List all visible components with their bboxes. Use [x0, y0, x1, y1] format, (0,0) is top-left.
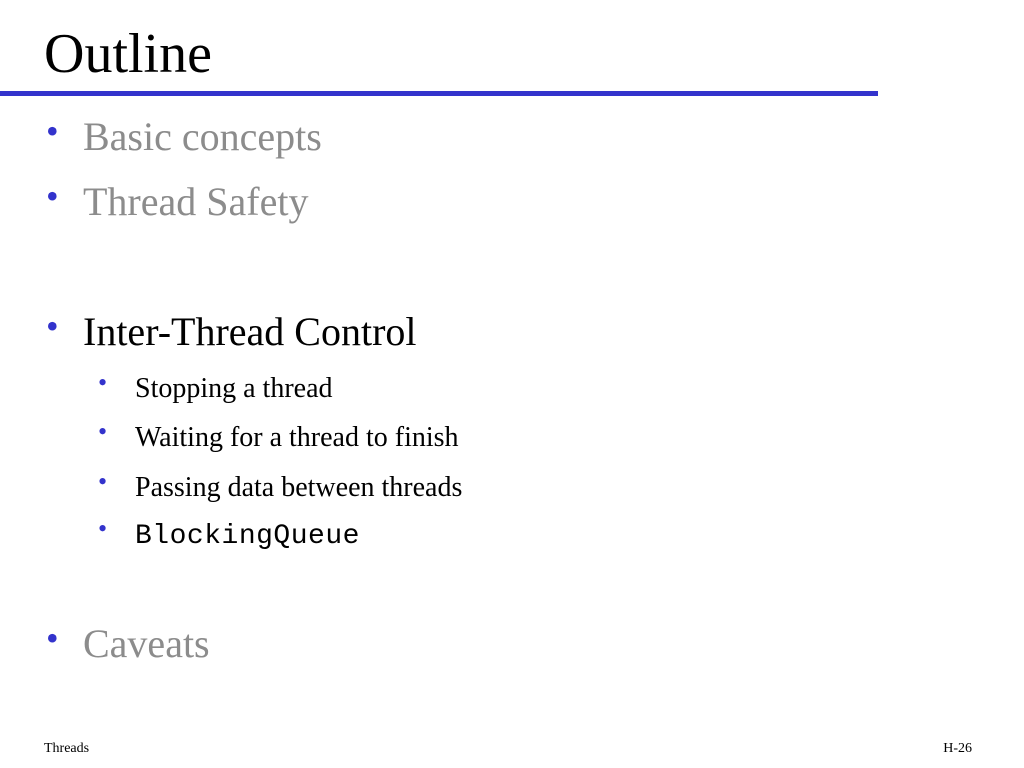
- outline-subitem-label: Passing data between threads: [135, 472, 463, 503]
- bullet-icon: •: [98, 514, 108, 543]
- bullet-icon: •: [46, 111, 59, 151]
- bullet-icon: •: [46, 306, 59, 346]
- outline-item-label: Inter-Thread Control: [83, 309, 417, 354]
- outline-subitem-blockingqueue: [98, 514, 360, 554]
- outline-subitem-label: BlockingQueue: [135, 521, 360, 552]
- slide-title: Outline: [44, 23, 212, 85]
- outline-subitem-label: Stopping a thread: [135, 373, 333, 404]
- outline-item-thread-safety: [46, 176, 309, 225]
- outline-item-label: Basic concepts: [83, 114, 322, 159]
- outline-subitem-waiting-thread: [98, 417, 459, 455]
- footer-topic: Threads: [44, 741, 90, 756]
- slide-number: H-26: [943, 741, 972, 756]
- outline-subitem-stopping-thread: [98, 368, 333, 406]
- outline-item-caveats: [46, 618, 210, 667]
- outline-item-inter-thread-control: [46, 306, 417, 355]
- outline-item-basic-concepts: [46, 111, 322, 160]
- outline-subitem-label: Waiting for a thread to finish: [135, 422, 459, 453]
- outline-item-label: Thread Safety: [83, 179, 309, 224]
- outline-item-label: Caveats: [83, 621, 210, 666]
- bullet-icon: •: [98, 417, 108, 446]
- title-divider: [0, 91, 878, 96]
- bullet-icon: •: [46, 176, 59, 216]
- bullet-icon: •: [98, 368, 108, 397]
- bullet-icon: •: [98, 467, 108, 496]
- outline-subitem-passing-data: [98, 467, 463, 505]
- bullet-icon: •: [46, 618, 59, 658]
